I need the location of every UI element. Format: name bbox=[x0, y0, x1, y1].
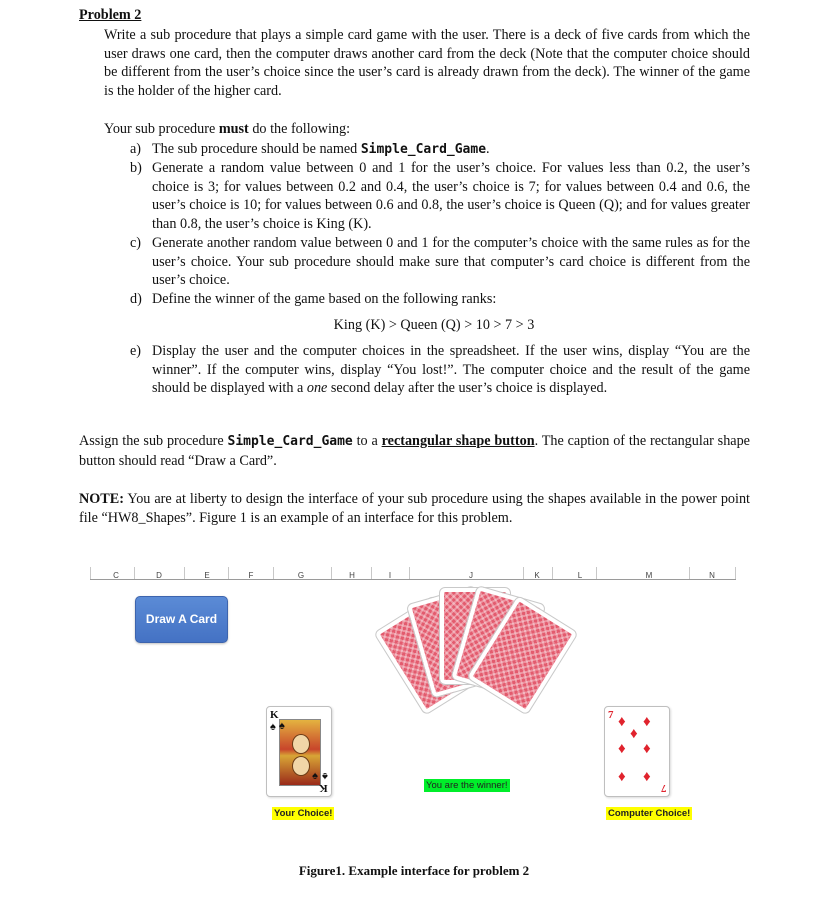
column-header: J bbox=[469, 571, 473, 580]
list-label: a) bbox=[130, 141, 142, 157]
card-rank: K bbox=[270, 709, 279, 721]
list-item-c bbox=[130, 234, 750, 290]
column-separator bbox=[331, 567, 332, 579]
column-header: F bbox=[248, 571, 254, 580]
draw-a-card-button[interactable]: Draw A Card bbox=[135, 596, 228, 643]
column-header: N bbox=[709, 571, 715, 580]
list-text: Generate a random value between 0 and 1 for the user’s choice. For values less than 0.2, the user’s choice is 3; for values between 0.2 and 0.4, the user’s choice is 7; for values between 0.4 and 0.6, the user’s choice is 10; for values between 0.6 and 0.8, the user’s choice is Queen (Q); and for values greater than 0.8, the user’s choice is King (K). bbox=[152, 160, 750, 232]
column-header: M bbox=[645, 571, 653, 580]
spade-icon: ♠ bbox=[270, 721, 276, 733]
column-separator bbox=[134, 567, 135, 579]
king-face bbox=[292, 734, 310, 754]
card-rank: K bbox=[319, 782, 328, 794]
list-text: Define the winner of the game based on the following ranks: bbox=[152, 291, 497, 307]
note-label: NOTE: bbox=[79, 491, 124, 507]
list-text: Generate another random value between 0 and 1 for the computer’s choice with the same rules as for the user’s choice. Your sub procedure should make sure that computer’s card choice is different from the user’s choice. bbox=[152, 235, 750, 288]
diamond-icon: ♦ bbox=[643, 769, 651, 785]
column-header: G bbox=[297, 571, 305, 580]
column-separator bbox=[90, 567, 91, 579]
figure-caption: Figure1. Example interface for problem 2 bbox=[298, 863, 530, 878]
assign-post: . The caption of the rectangular shape button should read “Draw a Card”. bbox=[79, 433, 750, 469]
intro-pre: Your sub procedure bbox=[104, 121, 219, 137]
requirements-intro bbox=[104, 120, 350, 139]
list-item-d bbox=[130, 290, 750, 309]
list-text-end: second delay after the user’s choice is displayed. bbox=[327, 380, 608, 396]
column-separator bbox=[409, 567, 410, 579]
assign-mid: to a bbox=[352, 433, 382, 449]
result-label: You are the winner! bbox=[426, 780, 508, 791]
column-separator bbox=[552, 567, 553, 579]
list-label: b) bbox=[130, 160, 142, 176]
column-separator bbox=[523, 567, 524, 579]
diamond-icon: ♦ bbox=[630, 726, 638, 742]
sub-name-code: Simple_Card_Game bbox=[360, 142, 487, 157]
problem-heading: Problem 2 bbox=[79, 7, 142, 23]
problem-description: Write a sub procedure that plays a simple card game with the user. There is a deck of five cards from which the user draws one card, then the computer draws another card from the deck (Note that the computer choice should be different from the user’s choice since the user’s card is already drawn from the deck). The winner of the game is the holder of the higher card. bbox=[104, 27, 750, 99]
list-label: e) bbox=[130, 343, 142, 359]
assign-paragraph bbox=[79, 432, 750, 470]
column-header: K bbox=[534, 571, 540, 580]
column-header: C bbox=[113, 571, 119, 580]
diamond-icon: ♦ bbox=[618, 714, 626, 730]
spreadsheet-column-headers bbox=[90, 566, 736, 580]
sub-name-code: Simple_Card_Game bbox=[227, 434, 353, 449]
list-item-e bbox=[130, 342, 750, 398]
column-header: L bbox=[577, 571, 583, 580]
column-separator bbox=[371, 567, 372, 579]
emphasis-one: one bbox=[306, 380, 328, 396]
column-header: E bbox=[204, 571, 210, 580]
user-card bbox=[266, 706, 332, 797]
column-header: I bbox=[388, 571, 392, 580]
column-separator bbox=[689, 567, 690, 579]
diamond-icon: ♦ bbox=[643, 741, 651, 757]
column-separator bbox=[184, 567, 185, 579]
rank-order: King (K) > Queen (Q) > 10 > 7 > 3 bbox=[333, 317, 535, 333]
list-item-b bbox=[130, 159, 750, 233]
user-choice-label: Your Choice! bbox=[274, 808, 333, 819]
diamond-icon: ♦ bbox=[618, 741, 626, 757]
king-face bbox=[292, 756, 310, 776]
note-paragraph bbox=[79, 490, 750, 527]
note-text: You are at liberty to design the interface of your sub procedure using the shapes available in the power point file “HW8_Shapes”. Figure 1 is an example of an interface for this problem. bbox=[79, 491, 750, 526]
assign-pre: Assign the sub procedure bbox=[79, 433, 228, 449]
diamond-icon: ♦ bbox=[643, 714, 651, 730]
list-text-end: . bbox=[486, 141, 490, 157]
column-separator bbox=[596, 567, 597, 579]
rectangular-shape-button-term: rectangular shape button bbox=[381, 433, 535, 449]
spade-icon: ♠ bbox=[322, 770, 328, 782]
intro-post: do the following: bbox=[248, 121, 351, 137]
spade-icon: ♠ bbox=[312, 770, 318, 782]
list-text: Display the user and the computer choices in the spreadsheet. If the user wins, display “You are the winner”. If the computer wins, display “You lost!”. The computer choice and the result of the game should be displayed with a bbox=[152, 343, 750, 396]
spade-icon: ♠ bbox=[279, 720, 285, 732]
diamond-icon: ♦ bbox=[618, 769, 626, 785]
computer-choice-label: Computer Choice! bbox=[608, 808, 691, 819]
column-header: D bbox=[156, 571, 162, 580]
list-item-a bbox=[130, 140, 750, 160]
column-separator bbox=[735, 567, 736, 579]
column-header: H bbox=[349, 571, 355, 580]
intro-must: must bbox=[218, 121, 249, 137]
card-rank: 7 bbox=[608, 709, 614, 721]
list-label: c) bbox=[130, 235, 142, 251]
column-separator bbox=[228, 567, 229, 579]
computer-card bbox=[604, 706, 670, 797]
list-label: d) bbox=[130, 291, 142, 307]
card-deck-fan bbox=[380, 580, 560, 710]
list-text: The sub procedure should be named bbox=[152, 141, 361, 157]
column-separator bbox=[273, 567, 274, 579]
card-rank: 7 bbox=[660, 782, 666, 794]
